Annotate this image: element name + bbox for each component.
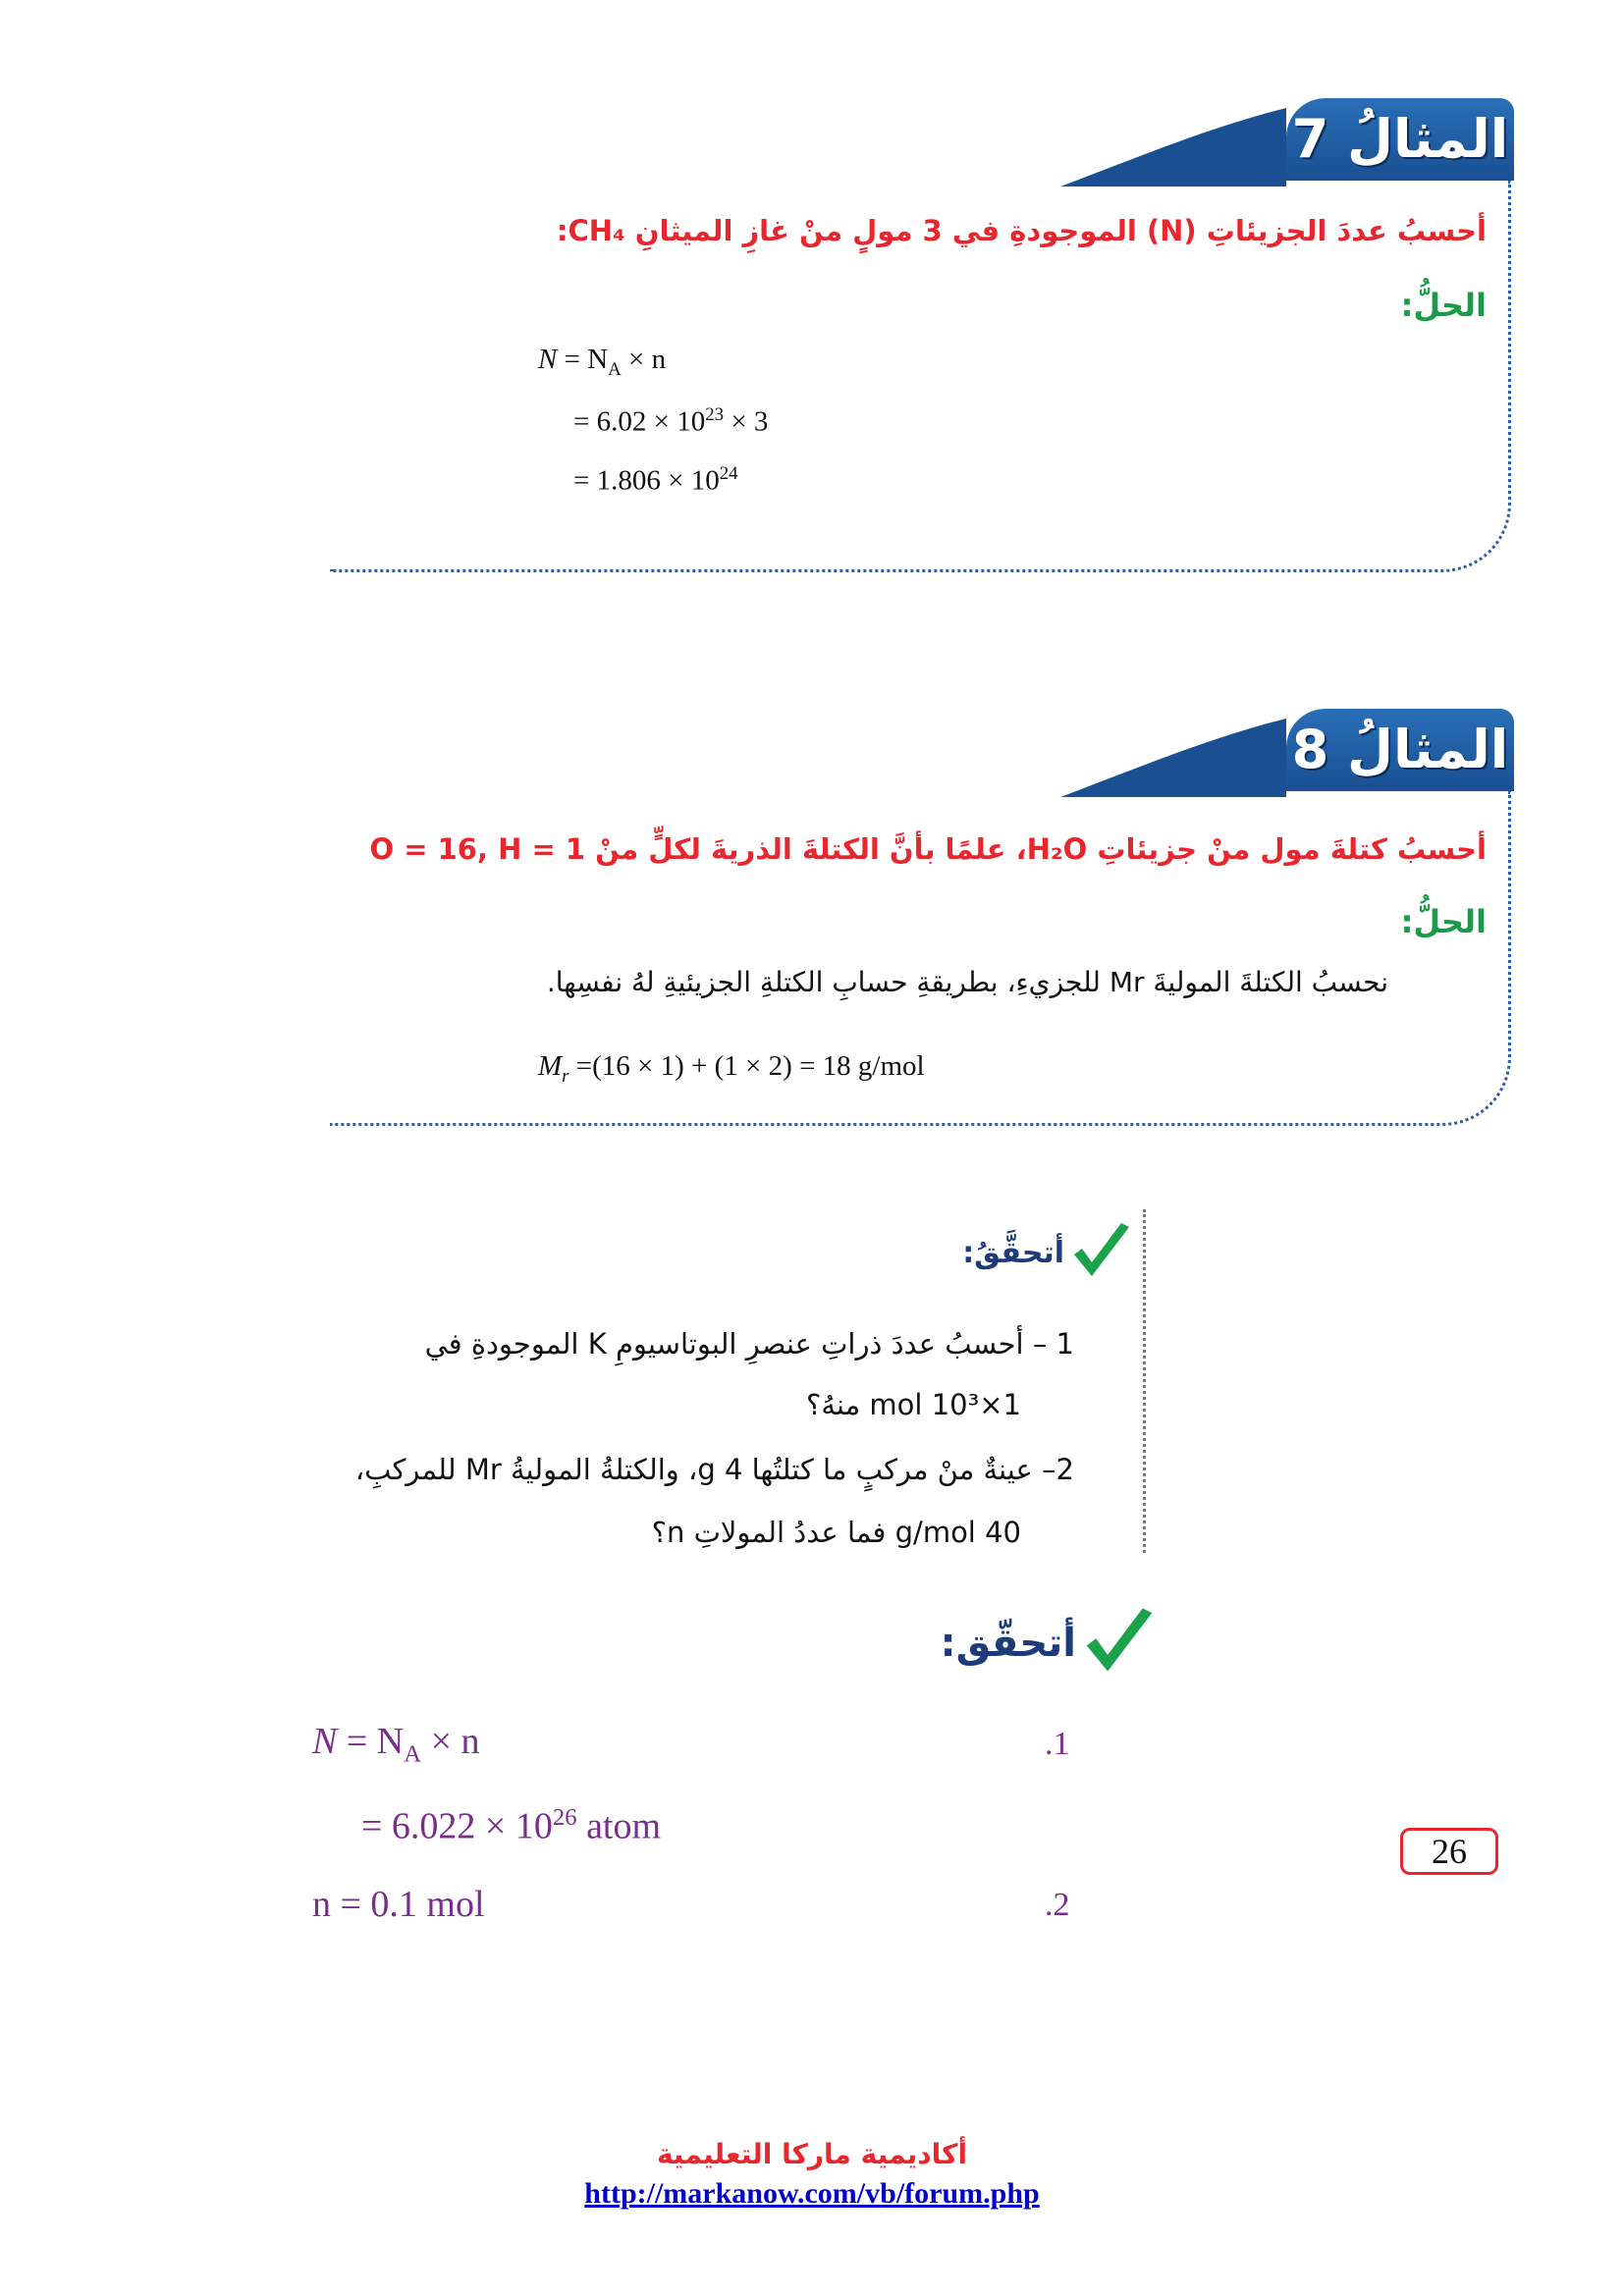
example7-line3: = $1.806 \times 10^{24}$ — [573, 463, 738, 497]
check1-item1-line1: 1 – أحسبُ عددَ ذراتِ عنصرِ البوتاسيومِ K الموجودةِ في — [424, 1327, 1074, 1361]
answer1-line1: $N = N_A \times n$ — [312, 1721, 480, 1768]
check2-title: أتحقّق: — [941, 1606, 1157, 1681]
checkmark-icon — [1082, 1606, 1157, 1681]
answer2-number: .2 — [1045, 1887, 1070, 1923]
check1-item1-line2: 1×10³ mol منهُ؟ — [805, 1388, 1021, 1421]
check1-item2-line1: 2– عينةٌ منْ مركبٍ ما كتلتُها 4 g، والكتلةُ الموليةُ Mr للمركبِ، — [354, 1453, 1074, 1486]
check1-title: أتحقَّقُ: — [962, 1221, 1133, 1284]
checkmark-icon — [1070, 1221, 1133, 1284]
example7-question: أحسبُ عددَ الجزيئاتِ (N) الموجودةِ في 3 مولٍ منْ غازِ الميثانِ CH₄: — [556, 214, 1487, 247]
answer2-line1: n = 0.1 mol — [312, 1884, 485, 1925]
example8-formula: $M_r =(16 \times 1) + (1 \times 2) = 18$ g/mol — [538, 1050, 925, 1087]
example7-line1: $N = N_A \times n$ — [538, 344, 667, 380]
example8-explanation: نحسبُ الكتلةَ الموليةَ Mr للجزيءِ، بطريقةِ حسابِ الكتلةِ الجزيئيةِ لهُ نفسِها. — [546, 966, 1388, 998]
check1-item2-line2: 40 g/mol فما عددُ المولاتِ n؟ — [651, 1516, 1021, 1549]
example8-question: أحسبُ كتلةَ مول منْ جزيئاتِ H₂O، علمًا بأنَّ الكتلةَ الذريةَ لكلٍّ منْ O = 16, H = 1 — [369, 832, 1487, 866]
example7-title: المثالُ 7 — [1286, 98, 1514, 181]
example7-line2: = $6.02 \times 10^{23} \times 3$ — [573, 404, 769, 438]
answer1-line2: = $6.022 \times 10^{26}$ atom — [361, 1804, 662, 1847]
example8-header-sweep — [1060, 709, 1286, 797]
example8-solution-label: الحلُّ: — [1400, 903, 1487, 940]
example7-header-sweep — [1060, 98, 1286, 187]
footer-academy-name: أكاديمية ماركا التعليمية — [656, 2138, 968, 2170]
check1-divider — [1143, 1209, 1146, 1553]
footer-forum-link[interactable]: http://markanow.com/vb/forum.php — [584, 2177, 1040, 2210]
page-number: 26 — [1400, 1828, 1498, 1875]
example8-title: المثالُ 8 — [1286, 709, 1514, 791]
answer1-number: .1 — [1045, 1726, 1070, 1762]
example7-solution-label: الحلُّ: — [1400, 287, 1487, 324]
